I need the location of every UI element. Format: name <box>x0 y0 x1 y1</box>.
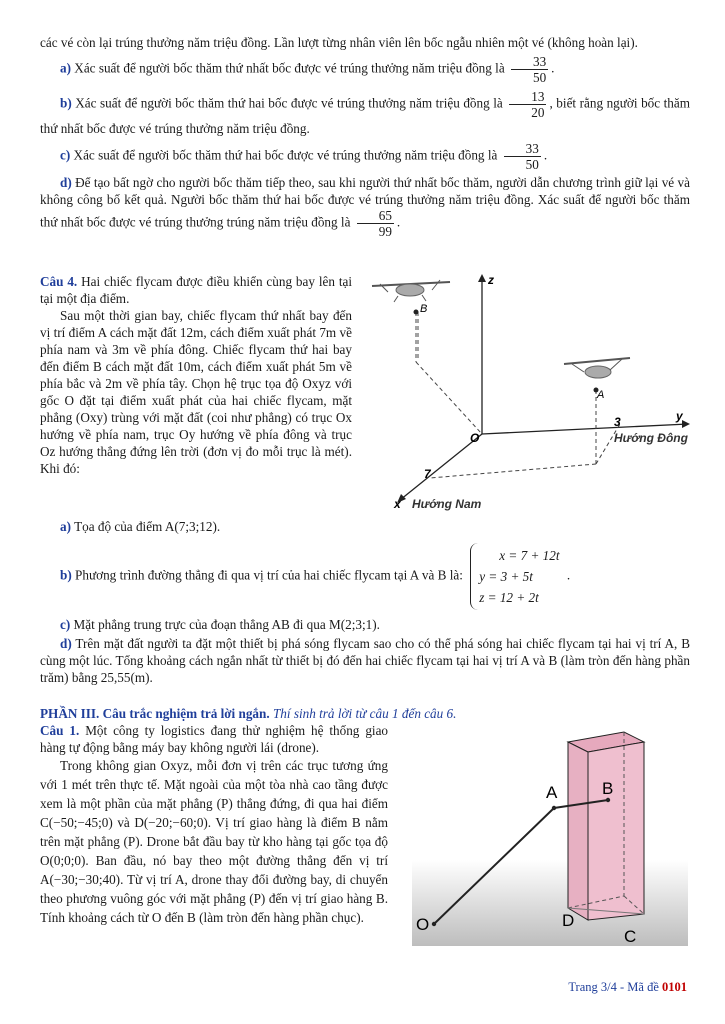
y-label: y <box>676 409 683 423</box>
east-label: Hướng Đông <box>614 431 688 445</box>
equation-system: x = 7 + 12t y = 3 + 5t z = 12 + 2t <box>470 543 563 610</box>
q4-title: Câu 4. <box>40 274 78 289</box>
point-b-label: B <box>420 303 428 315</box>
intro-text: các vé còn lại trúng thưởng năm triệu đồng. Lần lượt từng nhân viên lên bốc ngẫu nhiên một vé (không hoàn lại). <box>40 35 638 50</box>
q4-body: Sau một thời gian bay, chiếc flycam thứ nhất bay đến vị trí điểm A cách mặt đất 12m, cách điểm xuất phát 7m về phía nam và 3m về phía đông. Chiếc flycam thứ hai bay đến điểm B cách mặt đất 10m, cách điểm xuất phát 5m về phía bắc và 2m về phía tây. Chọn hệ trục tọa độ Oxyz với gốc O đặt tại điểm xuất phát của hai chiếc flycam, mặt phẳng (Oxy) trùng với mặt đất (coi như phẳng) có trục Ox hướng về phía nam, trục Oy hướng về phía đông và trục Oz hướng thẳng đứng lên trời (đơn vị đo mỗi trục là mét). Khi đó: <box>40 308 352 476</box>
top-block <box>40 34 690 239</box>
b-to-origin <box>416 362 482 434</box>
fig-b-label: B <box>602 779 614 798</box>
fraction: $\frac{65}{99}$ <box>357 208 394 239</box>
q4-text: Câu 4. Hai chiếc flycam được điều khiển cùng bay lên tại tại một địa điểm. Sau một thời gian bay, chiếc flycam thứ nhất bay đến vị trí điểm A cách mặt đất 12m, cách điểm xuất phát 7m về phía nam và 3m về phía đông. Chiếc flycam thứ hai bay đến điểm B cách mặt đất 10m, cách điểm xuất phát 5m về phía bắc và 2m về phía tây. Chọn hệ trục tọa độ Oxyz với gốc O đặt tại điểm xuất phát của hai chiếc flycam, mặt phẳng (Oxy) trùng với mặt đất (coi như phẳng) có trục Ox hướng về phía nam, trục Oy hướng về phía đông và trục Oz hướng thẳng đứng lên trời (đơn vị đo mỗi trục là mét). Khi đó: <box>40 274 353 476</box>
q4-a: Tọa độ của điểm A(7;3;12). <box>74 519 221 534</box>
part3-q1: Câu 1. Một công ty logistics đang thử nghiệm hệ thống giao hàng tự động bằng máy bay không người lái (drone). Trong không gian Oxyz, mỗi đơn vị trên các trục tương ứng với 1 mét trên thực tế. Mặt ngoài của một tòa nhà cao tầng được xem là một phần của mặt phẳng (P) thẳng đứng, đi qua hai điểm C(−50;−45;0) và D(−20;−60;0). Vị trí giao hàng là điểm B nằm trên mặt phẳng (P). Drone bắt đầu bay từ kho hàng tại gốc tọa độ O(0;0;0). Ban đầu, nó bay theo một đường thẳng đến vị trí A(−30;−30;40). Từ vị trí A, drone thay đổi đường bay, di chuyển theo phương vuông góc với mặt phẳng (P) đến vị trí giao hàng B. Tính khoảng cách từ O đến B (làm tròn đến hàng phần chục). <box>40 723 389 925</box>
q4-b: Phương trình đường thẳng đi qua vị trí của hai chiếc flycam tại A và B là: <box>75 567 463 583</box>
fig-c-label: C <box>624 927 637 946</box>
top-item-c: c) Xác suất để người bốc thăm thứ hai bốc được vé trúng thưởng năm triệu đồng là $\frac{33}{50}$ . <box>60 141 548 172</box>
building-figure <box>412 720 688 946</box>
q4-d: Trên mặt đất người ta đặt một thiết bị phá sóng flycam sao cho có thể phá sóng hai chiếc flycam tại hai vị trí A, B cùng một lúc. Tổng khoảng cách ngắn nhất từ thiết bị đó đến hai chiếc flycam tại hai vị trí A và B (làm tròn đến hàng phần trăm) bằng 25,55(m). <box>40 636 690 685</box>
exam-code: 0101 <box>662 980 687 994</box>
tick-7: 7 <box>424 467 431 481</box>
z-label: z <box>488 273 494 287</box>
fraction: $\frac{33}{50}$ <box>504 141 541 172</box>
south-label: Hướng Nam <box>412 497 482 511</box>
fig-d-label: D <box>562 911 575 930</box>
point-a-label: A <box>597 389 605 401</box>
page-footer: Trang 3/4 - Mã đề 0101 <box>568 980 687 994</box>
building-front <box>568 742 588 920</box>
drone-b-icon <box>372 280 450 302</box>
drone-a-icon <box>564 358 630 378</box>
part3-title: PHẦN III. Câu trắc nghiệm trả lời ngắn. <box>40 706 270 721</box>
fig-a-label: A <box>546 783 558 802</box>
q4-c: Mặt phẳng trung trực của đoạn thẳng AB đi qua M(2;3;1). <box>73 617 380 632</box>
building-side <box>588 742 644 920</box>
x-label: x <box>394 497 401 511</box>
fraction: $\frac{33}{50}$ <box>511 54 548 85</box>
tick-3: 3 <box>614 415 621 429</box>
fig-o-label: O <box>416 915 430 934</box>
origin-label: O <box>470 431 480 445</box>
q1-body: Trong không gian Oxyz, mỗi đơn vị trên các trục tương ứng với 1 mét trên thực tế. Mặt ngoài của một tòa nhà cao tầng được xem là một phần của mặt phẳng (P) thẳng đứng, đi qua hai điểm C(−50;−45;0) và D(−20;−60;0). Vị trí giao hàng là điểm B nằm trên mặt phẳng (P). Drone bắt đầu bay từ kho hàng tại gốc tọa độ O(0;0;0). Ban đầu, nó bay theo một đường thẳng đến vị trí A(−30;−30;40). Từ vị trí A, drone thay đổi đường bay, di chuyển theo phương vuông góc với mặt phẳng (P) đến vị trí giao hàng B. Tính khoảng cách từ O đến B (làm tròn đến hàng phần chục). <box>40 758 388 925</box>
top-item-d: d) Để tạo bất ngờ cho người bốc thăm tiếp theo, sau khi người thứ nhất bốc thăm, người dẫn chương trình giữ lại vé và không công bố kết quả. Người bốc thăm thứ hai bốc được vé trúng thưởng năm triệu đồng. Xác suất để người bốc thăm thứ nhất bốc được vé trúng thưởng trúng năm triệu đồng là $\frac{65}{99}$ . <box>40 175 690 239</box>
top-item-a: a) Xác suất để người bốc thăm thứ nhất bốc được vé trúng thưởng năm triệu đồng là $\frac{33}{50}$ . <box>60 54 555 85</box>
flycam-figure <box>358 268 690 516</box>
q1-title: Câu 1. <box>40 723 80 738</box>
fraction: $\frac{13}{20}$ <box>509 89 546 120</box>
part3-note: Thí sinh trả lời từ câu 1 đến câu 6. <box>272 706 457 721</box>
q4-options: a) Tọa độ của điểm A(7;3;12). b) Phương trình đường thẳng đi qua vị trí của hai chiếc flycam tại A và B là: x = 7 + 12t y = 3 + 5t z = 12 + 2t . c) Mặt phẳng trung trực của đoạn thẳng AB đi qua M(2;3;1). d) Trên mặt đất người ta đặt một thiết bị phá sóng flycam sao cho có thể phá sóng hai chiếc flycam tại hai vị trí A, B cùng một lúc. Tổng khoảng cách ngắn nhất từ thiết bị đó đến hai chiếc flycam tại hai vị trí A và B (làm tròn đến hàng phần trăm) bằng 25,55(m). <box>40 519 690 685</box>
top-item-b: b) Xác suất để người bốc thăm thứ hai bốc được vé trúng thưởng năm triệu đồng là $\frac{13}{20}$ , biết rằng người bốc thăm thứ nhất bốc được vé trúng thưởng năm triệu đồng. <box>40 89 691 136</box>
